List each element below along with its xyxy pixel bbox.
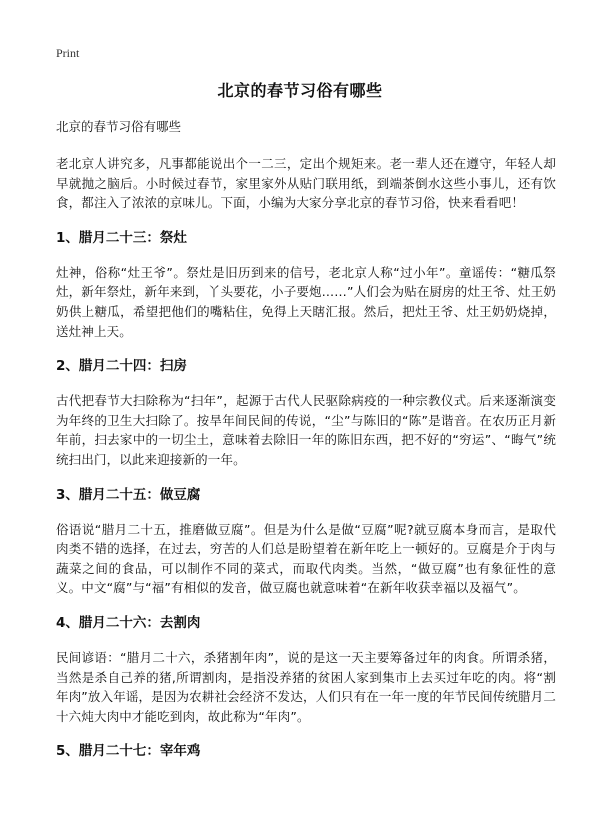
section-body-3: 俗语说“腊月二十五，推磨做豆腐”。但是为什么是做“豆腐”呢?就豆腐本身而言，是取代肉类不错的选择，在过去，穷苦的人们总是盼望着在新年吃上一顿好的。豆腐是介于肉与蔬菜之间的食品，可以制作不同的菜式，而取代肉类。当然，“做豆腐”也有象征性的意义。中文“腐”与“福”有相似的发音，做豆腐也就意味着“在新年收获幸福以及福气”。	[56, 521, 556, 596]
section-heading-3: 3、腊月二十五：做豆腐	[56, 486, 201, 503]
article-content	[56, 118, 556, 776]
section-heading-2: 2、腊月二十四：扫房	[56, 358, 187, 375]
intro-paragraph: 老北京人讲究多，凡事都能说出个一二三，定出个规矩来。老一辈人还在遵守，年轻人却早就抛之脑后。小时候过春节，家里家外从贴门联用纸，到端茶倒水这些小事儿，还有饮食，都注入了浓浓的京味儿。下面，小编为大家分享北京的春节习俗，快来看看吧！	[56, 156, 556, 211]
print-link[interactable]: Print	[56, 46, 80, 60]
section-heading-1: 1、腊月二十三：祭灶	[56, 229, 187, 246]
section-heading-5: 5、腊月二十七：宰年鸡	[56, 743, 201, 760]
section-body-2: 古代把春节大扫除称为“扫年”，起源于古代人民驱除病疫的一种宗教仪式。后来逐渐演变为年终的卫生大扫除了。按旱年间民间的传说，“尘”与陈旧的“陈”是谐音。在农历正月新年前，扫去家中的一切尘土，意味着去除旧一年的陈旧东西，把不好的“穷运”、“晦气”统统扫出门，以此来迎接新的一年。	[56, 393, 556, 467]
page-title: 北京的春节习俗有哪些	[217, 81, 383, 100]
section-body-1: 灶神，俗称“灶王爷”。祭灶是旧历到来的信号，老北京人称“过小年”。童谣传：“糖瓜祭灶，新年祭灶，新年来到，丫头要花，小子要炮……”人们会为贴在厨房的灶王爷、灶王奶奶供上糖瓜，希望把他们的嘴粘住，免得上天瞎汇报。然后，把灶王爷、灶王奶奶烧掉，送灶神上天。	[56, 264, 556, 339]
article-subtitle: 北京的春节习俗有哪些	[56, 119, 182, 134]
section-body-4: 民间谚语：“腊月二十六，杀猪割年肉”，说的是这一天主要筹备过年的肉食。所谓杀猪，当然是杀自己养的猪,所谓割肉，是指没养猪的贫困人家到集市上去买过年吃的肉。将“割年肉”放入年谣，是因为农耕社会经济不发达，人们只有在一年一度的年节民间传统腊月二十六炖大肉中才能吃到肉，故此称为“年肉”。	[56, 649, 556, 724]
section-heading-4: 4、腊月二十六：去割肉	[56, 614, 201, 631]
